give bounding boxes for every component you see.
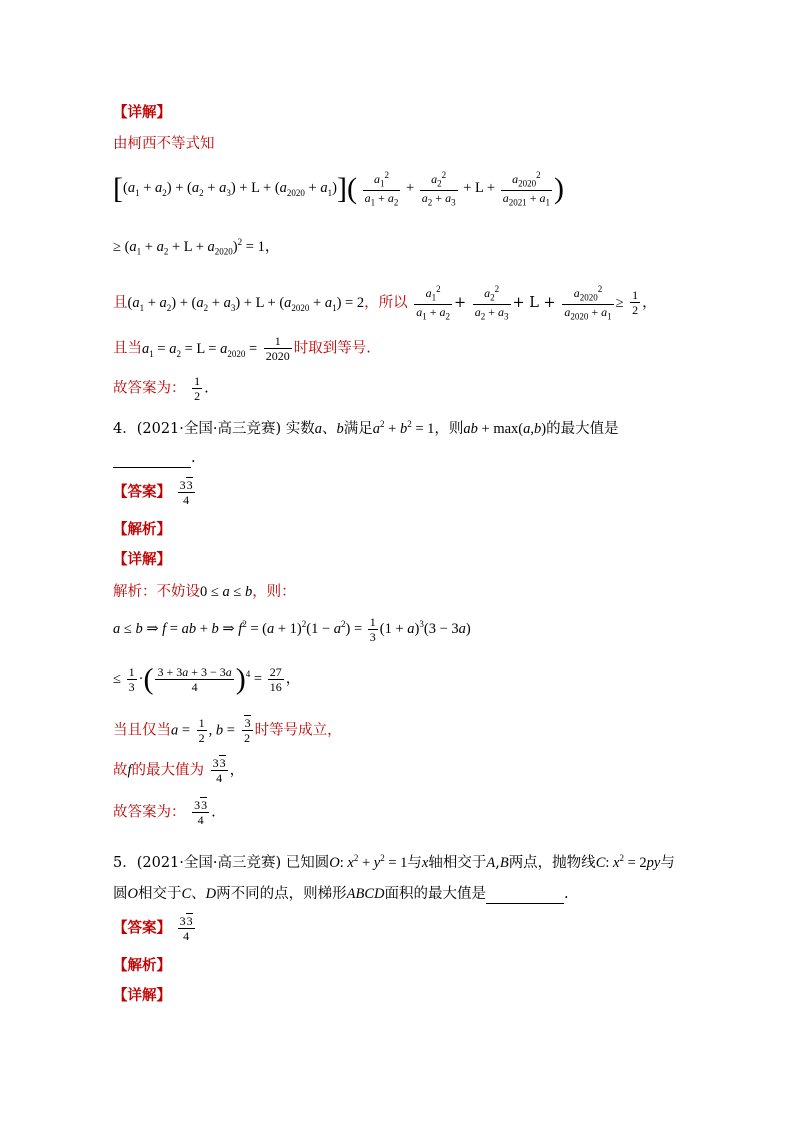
- cauchy-intro: 由柯西不等式知: [113, 136, 215, 152]
- detail-label-4: 【详解】: [113, 551, 171, 568]
- analysis-label-5: 【解析】: [113, 957, 171, 974]
- max-value-line: 故f的最大值为 $\frac{33}{4}$ ，: [113, 756, 245, 785]
- given-line: 且$(a_1 + a_2) + (a_2 + a_3) + L + (a_{2020} + a_1) = 2$，所以 $\frac{a_1^2}{a_1 + a_2}$ + $\frac{a_2^2}{a_2 + a_3}$ + L + $\frac{a_{2020}^2}{a_{2020} + a_1}$ ≥ $\frac{1}{2}$ ，: [113, 284, 657, 322]
- answer-5: 【答案】 $\frac{33}{4}$: [113, 914, 193, 943]
- answer-4: 【答案】 $\frac{33}{4}$: [113, 478, 193, 507]
- cauchy-expression: $[(a_1 + a_2) + (a_2 + a_3) + L + (a_{2020} + a_1)]$( $\frac{a_1^2}{a_1 + a_2}$ + $\frac{a_2^2}{a_2 + a_3}$ + L + $\frac{a_{2020}^2}{a_{2021} + a_1}$ ): [113, 170, 565, 208]
- question-5: 5．(2021·全国·高三竞赛) 已知圆O: $x^2 + y^2 = 1$与x轴相交于A,B两点，抛物线C: $x^2 = 2py$与: [113, 853, 675, 871]
- detail-label-5: 【详解】: [113, 987, 171, 1004]
- derivation-2: ≤ $\frac{1}{3}$ ·( $\frac{3 + 3a + 3 - 3a}{4}$ )$^4$ = $\frac{27}{16}$ ，: [113, 662, 301, 696]
- cauchy-result: ≥ $(a_1 + a_2 + L + a_{2020})^2 = 1$，: [113, 237, 280, 257]
- answer-line-1: 故答案为： $\frac{1}{2}$ .: [113, 374, 209, 403]
- solve-intro: 解析：不妨设0 ≤ a ≤ b，则：: [113, 584, 296, 600]
- detail-label-1: 【详解】: [113, 104, 171, 121]
- answer-blank: [113, 467, 191, 468]
- answer-line-2: 故答案为： $\frac{33}{4}$ .: [113, 798, 216, 827]
- question-5-cont: 圆O相交于C、D两不同的点，则梯形ABCD面积的最大值是 .: [113, 886, 569, 902]
- answer-blank: [486, 903, 564, 904]
- equality-condition: 当且仅当a = $\frac{1}{2}$ , b = $\frac{3}{2}$ 时等号成立，: [113, 716, 342, 745]
- equality-line: 且当$a_1 = a_2 = L = a_{2020}$ = $\frac{1}{2020}$ 时取到等号.: [113, 334, 371, 363]
- question-4: 4．(2021·全国·高三竞赛) 实数a、b满足$a^2 + b^2 = 1$，则ab + max(a,b)的最大值是: [113, 419, 619, 437]
- derivation-1: a ≤ b ⇒ f = ab + b ⇒ $f^2 = (a + 1)^2(1 - a^2)$ = $\frac{1}{3}$ $(1 + a)^3(3 - 3a)$: [113, 615, 471, 644]
- analysis-label-4: 【解析】: [113, 521, 171, 538]
- question-4-blank: .: [113, 448, 196, 468]
